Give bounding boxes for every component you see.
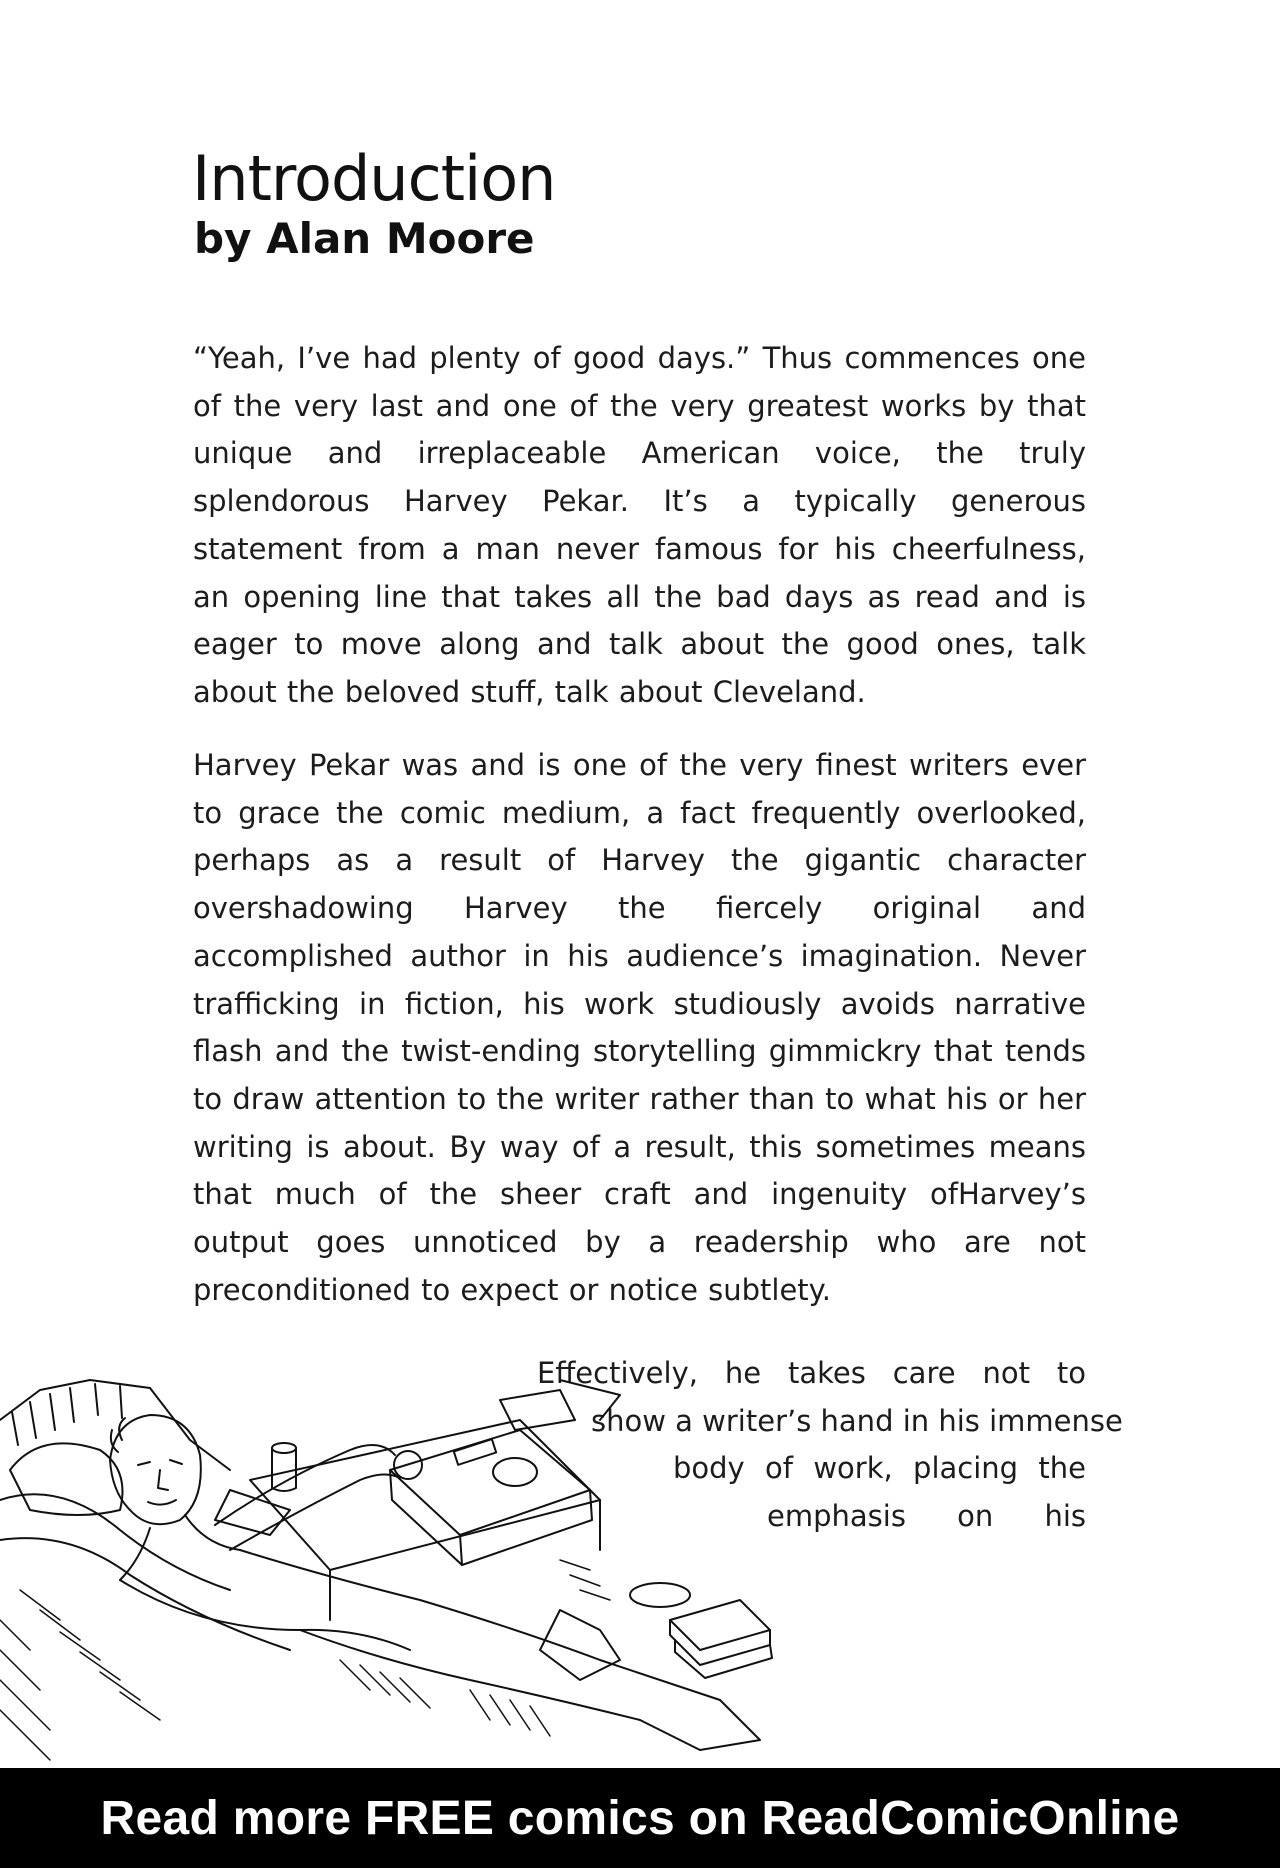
intro-paragraph-3-line: emphasis on his: [767, 1499, 1086, 1533]
intro-paragraph-3-line: body of work, placing the: [673, 1451, 1086, 1485]
intro-paragraph-2: Harvey Pekar was and is one of the very finest writers ever to grace the comic medium, a fact frequently overlooked, perhaps as a result of Harvey the gigantic character overshadowing Harvey the fiercely original and accomplished author in his audience’s imagination. Never trafficking in fiction, his work studiously avoids narrative flash and the twist-ending storytelling gimmickry that tends to draw attention to the writer rather than to what his or her writing is about. By way of a result, this sometimes means that much of the sheer craft and ingenuity ofHarvey’s output goes unnoticed by a readership who are not preconditioned to expect or notice subtlety.: [193, 748, 1086, 1307]
intro-paragraph-3-line: Effectively, he takes care not to: [537, 1356, 1086, 1390]
author-byline: by Alan Moore: [194, 214, 535, 263]
page-title: Introduction: [192, 142, 556, 215]
intro-paragraph-3-line: show a writer’s hand in his immense: [591, 1404, 1123, 1438]
intro-paragraph-1: “Yeah, I’ve had plenty of good days.” Thus commences one of the very last and one of the very greatest works by that unique and irreplaceable American voice, the truly splendorous Harvey Pekar. It’s a typically generous statement from a man never famous for his cheerfulness, an opening line that takes all the bad days as read and is eager to move along and talk about the good ones, talk about the beloved stuff, talk about Cleveland.: [193, 341, 1086, 709]
promo-banner-text[interactable]: Read more FREE comics on ReadComicOnline: [100, 1791, 1180, 1845]
harvey-reclining-illustration: [0, 1360, 790, 1770]
promo-banner[interactable]: [0, 1768, 1280, 1868]
